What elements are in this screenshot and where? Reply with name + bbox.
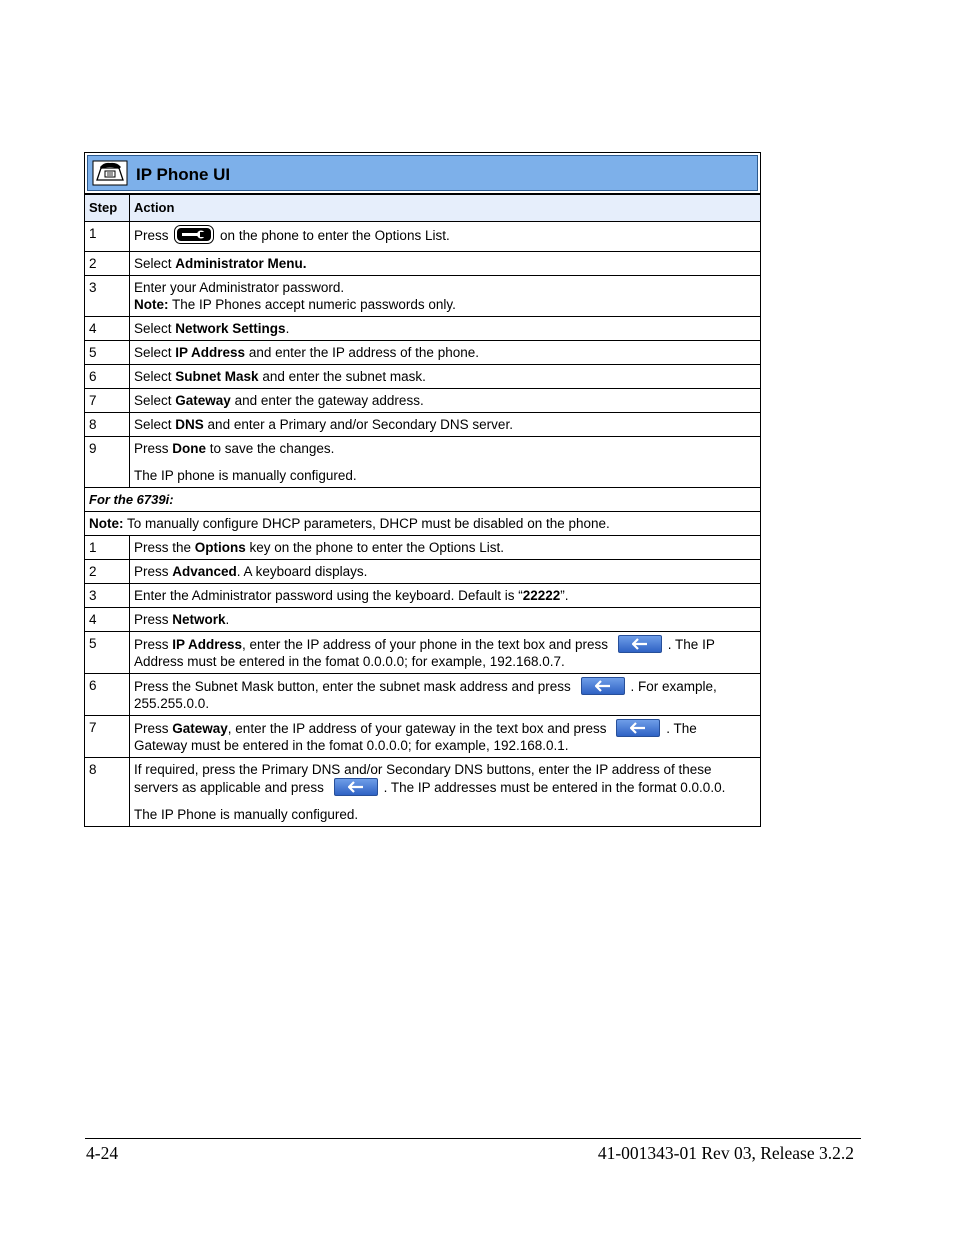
- step-number: 4: [85, 608, 130, 632]
- action-text: and enter the gateway address.: [230, 393, 424, 408]
- step-action: [130, 584, 761, 608]
- table-row: [85, 560, 761, 584]
- step-action: [130, 252, 761, 276]
- action-text: .: [285, 321, 290, 336]
- action-bold: 22222: [522, 588, 561, 603]
- step-action: [130, 536, 761, 560]
- note-label: Note:: [134, 297, 169, 312]
- action-bold: DNS: [175, 417, 204, 432]
- action-text: Select: [134, 256, 176, 271]
- action-text: Enter your Administrator password.: [134, 280, 345, 295]
- action-text: Select: [134, 345, 176, 360]
- action-text: . The: [666, 721, 697, 736]
- action-text: and enter the IP address of the phone.: [245, 345, 479, 360]
- action-text: Address must be entered in the fomat 0.0.0.0; for example, 192.168.0.7.: [134, 654, 565, 669]
- phone-icon: [92, 160, 128, 186]
- section-label: For the 6739i:: [85, 488, 761, 512]
- step-number: 3: [85, 584, 130, 608]
- back-arrow-button-icon: [334, 778, 378, 796]
- action-column-header: Action: [130, 195, 761, 222]
- action-text: Select: [134, 393, 176, 408]
- note-label: Note:: [89, 516, 124, 531]
- step-action: [130, 341, 761, 365]
- note-text: The IP Phones accept numeric passwords only.: [168, 297, 456, 312]
- document-id: 41-001343-01 Rev 03, Release 3.2.2: [597, 1143, 854, 1163]
- action-text: to save the changes.: [206, 441, 335, 456]
- action-text: . For example,: [630, 679, 717, 694]
- panel-title: IP Phone UI: [136, 165, 231, 184]
- step-action: [130, 560, 761, 584]
- table-row: [85, 716, 761, 758]
- table-row: [85, 276, 761, 317]
- action-text: Select: [134, 321, 176, 336]
- action-bold: Subnet Mask: [175, 369, 259, 384]
- action-text: Press the Subnet Mask button, enter the subnet mask address and press: [134, 679, 571, 694]
- page-number: 4-24: [86, 1143, 119, 1163]
- step-number: 5: [85, 632, 130, 674]
- options-key-icon: [174, 225, 214, 248]
- note-cell: [85, 512, 761, 536]
- step-number: 5: [85, 341, 130, 365]
- step-action: [130, 276, 761, 317]
- action-text: The IP phone is manually configured.: [134, 468, 357, 483]
- footer-divider: [85, 1138, 861, 1139]
- action-text: Select: [134, 417, 176, 432]
- step-number: 2: [85, 560, 130, 584]
- step-action: [130, 674, 761, 716]
- step-number: 4: [85, 317, 130, 341]
- action-bold: Administrator Menu.: [175, 256, 307, 271]
- step-number: 1: [85, 222, 130, 252]
- action-bold: Gateway: [172, 721, 228, 736]
- step-action: [130, 716, 761, 758]
- action-text: and enter a Primary and/or Secondary DNS server.: [203, 417, 513, 432]
- action-text: ”.: [560, 588, 569, 603]
- table-row: [85, 317, 761, 341]
- table-row: [85, 758, 761, 827]
- action-text: 255.255.0.0.: [134, 696, 210, 711]
- section-row: [85, 488, 761, 512]
- step-action: [130, 413, 761, 437]
- table-row: [85, 536, 761, 560]
- table-row: [85, 222, 761, 252]
- action-text: Press: [134, 612, 173, 627]
- action-text: Press: [134, 721, 173, 736]
- action-text: on the phone to enter the Options List.: [220, 228, 450, 244]
- table-row: [85, 389, 761, 413]
- action-text: Press: [134, 637, 173, 652]
- table-row: [85, 584, 761, 608]
- step-number: 6: [85, 365, 130, 389]
- action-text: Gateway must be entered in the fomat 0.0.0.0; for example, 192.168.0.1.: [134, 738, 569, 753]
- action-text: . The IP addresses must be entered in the format 0.0.0.0.: [383, 780, 726, 795]
- action-bold: Advanced: [172, 564, 237, 579]
- step-number: 3: [85, 276, 130, 317]
- step-action: [130, 632, 761, 674]
- step-number: 1: [85, 536, 130, 560]
- back-arrow-button-icon: [616, 719, 660, 737]
- note-text: To manually configure DHCP parameters, DHCP must be disabled on the phone.: [123, 516, 610, 531]
- action-text: Press: [134, 228, 169, 244]
- action-text: If required, press the Primary DNS and/or Secondary DNS buttons, enter the IP address of these: [134, 762, 712, 777]
- table-row: [85, 674, 761, 716]
- action-text: , enter the IP address of your phone in the text box and press: [242, 637, 609, 652]
- action-text: key on the phone to enter the Options List.: [245, 540, 504, 555]
- action-text: .: [225, 612, 230, 627]
- procedure-table: [84, 194, 761, 827]
- back-arrow-button-icon: [581, 677, 625, 695]
- table-row: [85, 365, 761, 389]
- table-row: [85, 252, 761, 276]
- action-text: and enter the subnet mask.: [258, 369, 426, 384]
- panel-header-frame: [84, 152, 761, 194]
- panel-header: [87, 155, 758, 191]
- step-action: [130, 437, 761, 488]
- action-text: Press: [134, 441, 173, 456]
- action-text: Select: [134, 369, 176, 384]
- action-text: servers as applicable and press: [134, 780, 324, 795]
- step-column-header: Step: [85, 195, 130, 222]
- table-row: [85, 413, 761, 437]
- table-row: [85, 632, 761, 674]
- action-text: The IP Phone is manually configured.: [134, 807, 359, 822]
- step-action: [130, 608, 761, 632]
- step-action: [130, 365, 761, 389]
- step-action: [130, 758, 761, 827]
- step-number: 2: [85, 252, 130, 276]
- step-action: [130, 317, 761, 341]
- note-row: [85, 512, 761, 536]
- action-text: , enter the IP address of your gateway in the text box and press: [227, 721, 607, 736]
- action-text: Press the: [134, 540, 195, 555]
- step-action: [130, 389, 761, 413]
- action-text: Press: [134, 564, 173, 579]
- step-number: 8: [85, 413, 130, 437]
- action-text: . The IP: [667, 637, 715, 652]
- ip-phone-ui-panel: [84, 152, 761, 827]
- step-number: 8: [85, 758, 130, 827]
- action-text: . A keyboard displays.: [236, 564, 368, 579]
- action-bold: IP Address: [175, 345, 246, 360]
- back-arrow-button-icon: [618, 635, 662, 653]
- action-bold: Network: [172, 612, 226, 627]
- table-header-row: [85, 195, 761, 222]
- step-number: 6: [85, 674, 130, 716]
- action-bold: Done: [172, 441, 207, 456]
- table-row: [85, 608, 761, 632]
- action-bold: Network Settings: [175, 321, 286, 336]
- step-number: 9: [85, 437, 130, 488]
- step-action: [130, 222, 761, 252]
- action-bold: IP Address: [172, 637, 243, 652]
- action-bold: Options: [194, 540, 246, 555]
- action-bold: Gateway: [175, 393, 231, 408]
- table-row: [85, 437, 761, 488]
- table-row: [85, 341, 761, 365]
- step-number: 7: [85, 389, 130, 413]
- step-number: 7: [85, 716, 130, 758]
- action-text: Enter the Administrator password using the keyboard. Default is “: [134, 588, 523, 603]
